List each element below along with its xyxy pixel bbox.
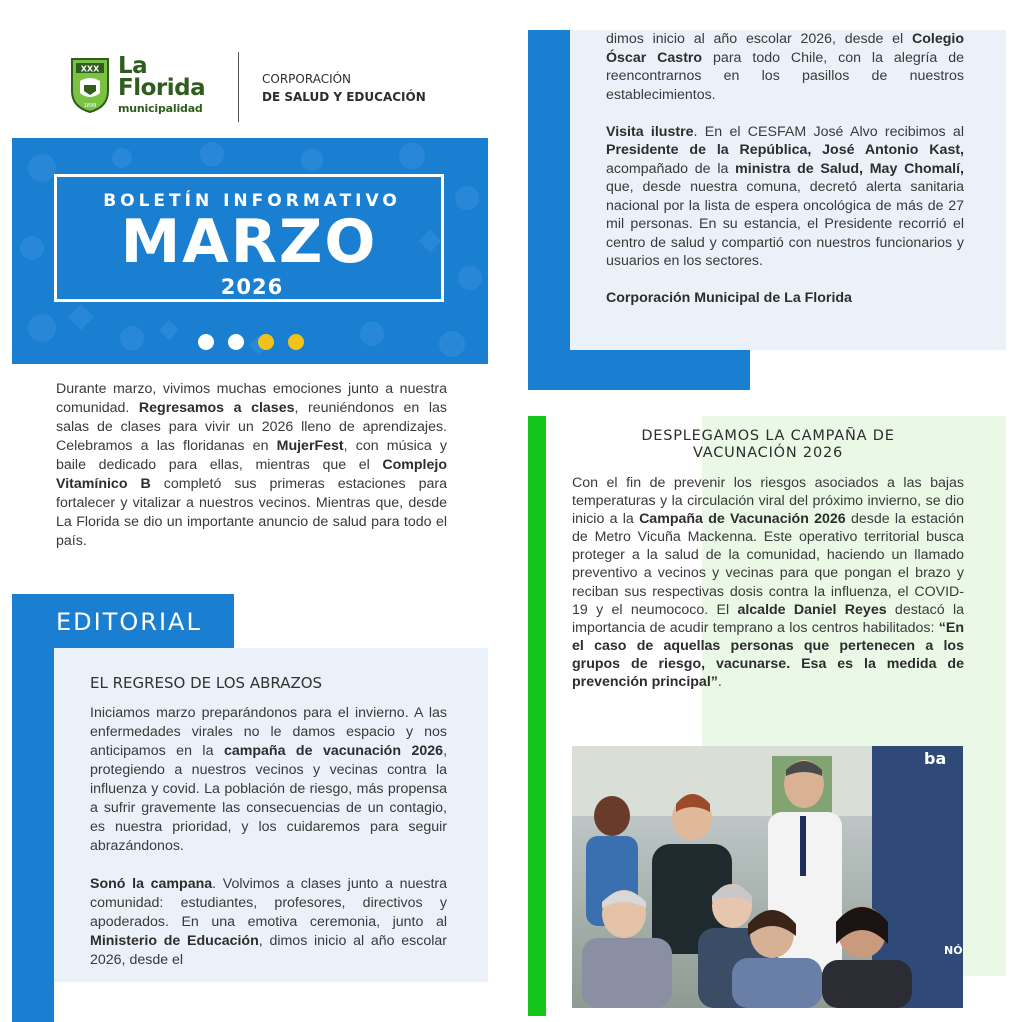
corporation-name-line2: DE SALUD Y EDUCACIÓN	[262, 90, 426, 104]
municipality-shield-logo	[70, 57, 110, 113]
banner-dot-2	[228, 334, 244, 350]
photo-sign-text: ba	[924, 749, 947, 768]
vaccination-accent-strip	[528, 416, 546, 1016]
banner-dot-3	[258, 334, 274, 350]
newsletter-banner	[12, 138, 488, 364]
editorial-heading: EL REGRESO DE LOS ABRAZOS	[90, 674, 323, 692]
logo-seal-year: 1899	[83, 103, 97, 109]
logo-wordmark-sub: municipalidad	[118, 102, 203, 115]
banner-frame	[54, 174, 444, 302]
continuation-paragraph-1: dimos inicio al año escolar 2026, desde el Colegio Óscar Castro para todo Chile, con la alegría de reencontrarnos en los pasillos de nuestros establecimientos.	[606, 31, 965, 103]
banner-dot-1	[198, 334, 214, 350]
continuation-body	[606, 30, 964, 308]
editorial-accent-strip	[12, 594, 54, 1022]
logo-seal-letters: XXX	[80, 64, 100, 74]
intro-paragraph: Durante marzo, vivimos muchas emociones junto a nuestra comunidad. Regresamos a clases, reuniéndonos en las salas de clases para vivir un 2026 lleno de aprendizajes. Celebramos a las floridanas en MujerFest, con música y baile dedicado para ellas, mientras que el Complejo Vitamínico B completó sus primeras estaciones para fortalecer y vitalizar a nuestros vecinos. Mientras que, desde La Florida se dio un importante anuncio de salud para todo el país.	[56, 381, 447, 549]
editorial-tab-label: EDITORIAL	[56, 608, 202, 636]
vaccination-heading-line1: DESPLEGAMOS LA CAMPAÑA DE	[641, 428, 895, 444]
editorial-paragraph-2: Sonó la campana. Volvimos a clases junto a nuestra comunidad: estudiantes, profesores, directivos y apoderados. En una emotiva ceremonia, junto al Ministerio de Educación, dimos inicio al año escolar 2026, desde el	[90, 876, 447, 968]
corporation-name-line1: CORPORACIÓN	[262, 72, 352, 86]
photo-corner-text: NÓ	[944, 944, 963, 957]
banner-dot-4	[288, 334, 304, 350]
editorial-paragraph-1: Iniciamos marzo preparándonos para el invierno. A las enfermedades virales no le damos espacio y nos anticipamos en la campaña de vacunación 2026, protegiendo a nuestros vecinos y vecinas contra la influenza y covid. La población de riesgo, más propensa a sufrir gravemente las consecuencias de un contagio, es nuestra prioridad, y los cuidaremos para seguir abrazándonos.	[90, 705, 447, 854]
banner-kicker: BOLETÍN INFORMATIVO	[103, 191, 401, 211]
editorial-tab	[12, 594, 234, 648]
continuation-signature: Corporación Municipal de La Florida	[606, 290, 852, 306]
vaccination-heading	[580, 428, 956, 462]
vaccination-body: Con el fin de prevenir los riesgos asociados a las bajas temperaturas y la circulación viral del próximo invierno, se dio inicio a la Campaña de Vacunación 2026 desde la estación de Metro Vicuña Mackenna. Este operativo territorial busca proteger a la salud de la comunidad, haciendo un llamado preventivo a vecinos y vecinas para que pongan el brazo y reciban sus respectivas dosis contra la influenza, el COVID-19 y el neumococo. El alcalde Daniel Reyes destacó la importancia de acudir temprano a los centros habilitados: “En el caso de aquellas personas que pertenecen a los grupos de riesgo, vacunarse. Esa es la medida de prevención principal”.	[572, 475, 965, 691]
banner-month: MARZO	[120, 207, 378, 277]
continuation-paragraph-2: Visita ilustre. En el CESFAM José Alvo recibimos al Presidente de la República, José Antonio Kast, acompañado de la ministra de Salud, May Chomalí, que, desde nuestra comuna, decretó alerta sanitaria nacional por la lista de espera oncológica de más de 27 mil personas. En su estancia, el Presidente recorrió el centro de salud y compartió con nuestros funcionarios y usuarios en los sectores.	[606, 123, 965, 269]
logo-wordmark-line1: La	[118, 53, 148, 79]
vaccination-heading-line2: VACUNACIÓN 2026	[692, 445, 844, 461]
banner-year: 2026	[220, 275, 284, 299]
logo-divider	[238, 52, 239, 122]
logo-wordmark-line2: Florida	[118, 75, 206, 101]
editorial-body	[90, 704, 447, 982]
vaccination-campaign-photo	[572, 746, 963, 1008]
